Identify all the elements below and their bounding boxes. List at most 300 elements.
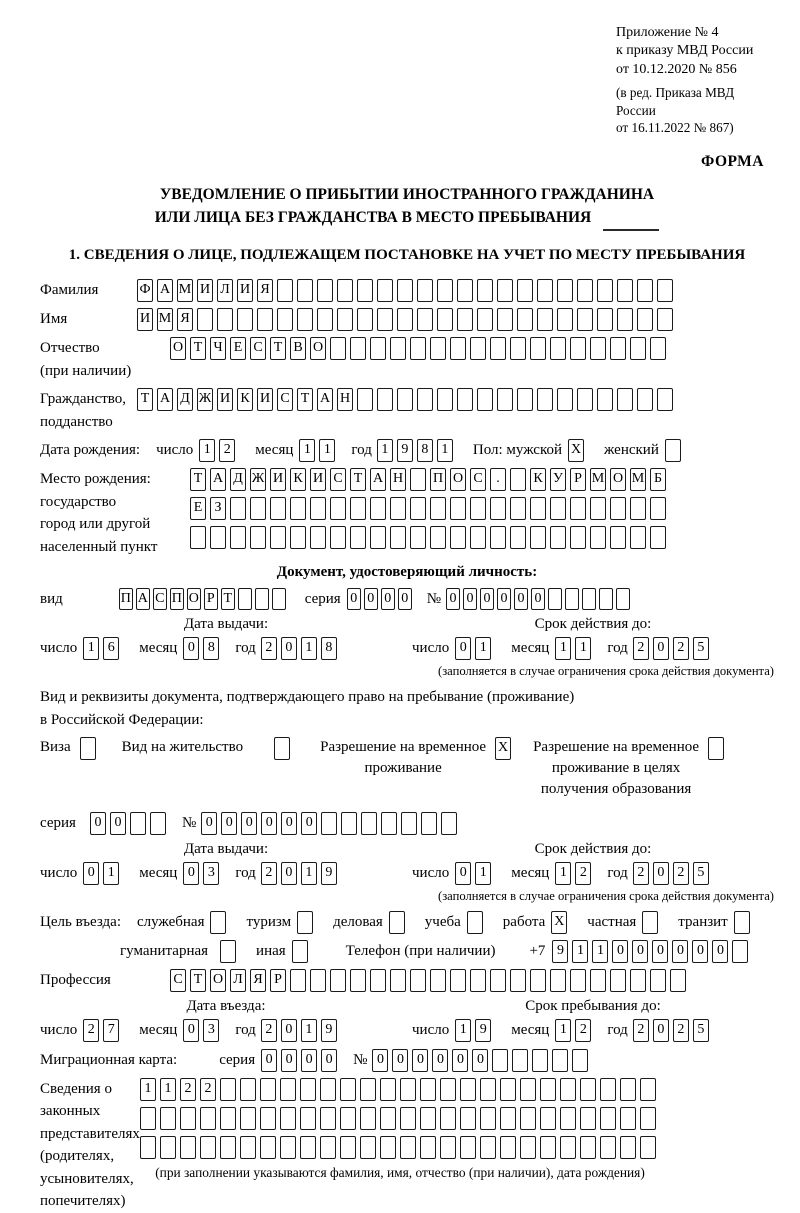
char-box[interactable] (277, 308, 293, 331)
char-box[interactable] (357, 279, 373, 302)
char-box[interactable] (467, 911, 483, 934)
char-box[interactable] (510, 526, 526, 549)
char-box[interactable]: М (630, 468, 646, 491)
char-box[interactable]: О (450, 468, 466, 491)
char-box[interactable] (350, 969, 366, 992)
char-box[interactable] (577, 279, 593, 302)
char-box[interactable] (530, 526, 546, 549)
char-box[interactable] (421, 812, 437, 835)
char-box[interactable] (360, 1107, 376, 1130)
char-box[interactable] (552, 1049, 568, 1072)
char-box[interactable]: Ф (137, 279, 153, 302)
char-box[interactable] (390, 497, 406, 520)
char-box[interactable]: 0 (301, 1049, 317, 1072)
char-box[interactable]: Е (230, 337, 246, 360)
char-box[interactable] (480, 1078, 496, 1101)
char-box[interactable] (420, 1078, 436, 1101)
char-box[interactable]: 0 (392, 1049, 408, 1072)
char-box[interactable] (520, 1136, 536, 1159)
char-box[interactable]: У (550, 468, 566, 491)
char-box[interactable] (470, 526, 486, 549)
char-box[interactable]: 2 (575, 1019, 591, 1042)
char-box[interactable] (517, 388, 533, 411)
char-box[interactable]: С (330, 468, 346, 491)
char-box[interactable] (597, 279, 613, 302)
char-box[interactable]: 7 (103, 1019, 119, 1042)
char-box[interactable] (617, 308, 633, 331)
char-box[interactable] (337, 308, 353, 331)
char-box[interactable]: С (250, 337, 266, 360)
char-box[interactable] (400, 1078, 416, 1101)
char-box[interactable] (590, 497, 606, 520)
char-box[interactable]: 2 (219, 439, 235, 462)
char-box[interactable]: О (610, 468, 626, 491)
char-box[interactable]: Р (570, 468, 586, 491)
char-box[interactable] (657, 388, 673, 411)
char-box[interactable] (600, 1107, 616, 1130)
char-box[interactable]: Р (204, 588, 218, 610)
char-box[interactable] (590, 969, 606, 992)
char-box[interactable]: Н (390, 468, 406, 491)
char-box[interactable] (490, 526, 506, 549)
char-box[interactable] (361, 812, 377, 835)
char-box[interactable]: 2 (633, 862, 649, 885)
char-box[interactable] (597, 388, 613, 411)
char-box[interactable] (410, 526, 426, 549)
char-box[interactable] (238, 588, 252, 610)
char-box[interactable] (440, 1078, 456, 1101)
char-box[interactable] (732, 940, 748, 963)
char-box[interactable] (160, 1107, 176, 1130)
char-box[interactable] (470, 497, 486, 520)
char-box[interactable]: О (310, 337, 326, 360)
char-box[interactable] (540, 1078, 556, 1101)
char-box[interactable]: П (119, 588, 133, 610)
char-box[interactable] (490, 497, 506, 520)
char-box[interactable] (650, 526, 666, 549)
char-box[interactable] (197, 308, 213, 331)
char-box[interactable] (390, 526, 406, 549)
char-box[interactable] (397, 308, 413, 331)
char-box[interactable]: 1 (555, 862, 571, 885)
char-box[interactable] (417, 279, 433, 302)
char-box[interactable] (260, 1136, 276, 1159)
char-box[interactable]: 8 (203, 637, 219, 660)
char-box[interactable]: 0 (412, 1049, 428, 1072)
char-box[interactable] (597, 308, 613, 331)
char-box[interactable] (557, 388, 573, 411)
char-box[interactable] (650, 969, 666, 992)
char-box[interactable] (437, 388, 453, 411)
char-box[interactable] (441, 812, 457, 835)
char-box[interactable] (565, 588, 579, 610)
char-box[interactable] (617, 279, 633, 302)
char-box[interactable]: Т (221, 588, 235, 610)
char-box[interactable] (410, 969, 426, 992)
char-box[interactable] (657, 308, 673, 331)
char-box[interactable] (537, 388, 553, 411)
char-box[interactable]: 0 (612, 940, 628, 963)
char-box[interactable] (410, 497, 426, 520)
char-box[interactable] (300, 1136, 316, 1159)
char-box[interactable] (550, 337, 566, 360)
char-box[interactable]: С (470, 468, 486, 491)
char-box[interactable] (240, 1107, 256, 1130)
char-box[interactable] (577, 388, 593, 411)
char-box[interactable] (330, 969, 346, 992)
char-box[interactable] (217, 308, 233, 331)
char-box[interactable] (200, 1136, 216, 1159)
char-box[interactable] (640, 1107, 656, 1130)
char-box[interactable] (437, 279, 453, 302)
char-box[interactable] (220, 940, 236, 963)
char-box[interactable] (450, 969, 466, 992)
char-box[interactable] (210, 911, 226, 934)
char-box[interactable] (297, 911, 313, 934)
char-box[interactable]: Т (190, 969, 206, 992)
char-box[interactable] (590, 526, 606, 549)
char-box[interactable] (255, 588, 269, 610)
char-box[interactable] (600, 1078, 616, 1101)
char-box[interactable] (370, 969, 386, 992)
char-box[interactable]: Я (250, 969, 266, 992)
char-box[interactable]: 0 (472, 1049, 488, 1072)
char-box[interactable]: 0 (463, 588, 477, 610)
char-box[interactable]: Т (137, 388, 153, 411)
char-box[interactable] (557, 308, 573, 331)
char-box[interactable] (330, 497, 346, 520)
char-box[interactable] (630, 497, 646, 520)
char-box[interactable]: 5 (693, 637, 709, 660)
char-box[interactable] (220, 1136, 236, 1159)
char-box[interactable] (420, 1107, 436, 1130)
char-box[interactable]: Т (270, 337, 286, 360)
char-box[interactable]: П (170, 588, 184, 610)
char-box[interactable] (397, 388, 413, 411)
char-box[interactable]: 2 (83, 1019, 99, 1042)
char-box[interactable] (350, 497, 366, 520)
char-box[interactable]: 0 (90, 812, 106, 835)
char-box[interactable]: Я (257, 279, 273, 302)
char-box[interactable] (460, 1078, 476, 1101)
char-box[interactable]: 1 (83, 637, 99, 660)
char-box[interactable]: Ж (250, 468, 266, 491)
char-box[interactable] (277, 279, 293, 302)
char-box[interactable] (190, 526, 206, 549)
char-box[interactable] (300, 1107, 316, 1130)
char-box[interactable] (637, 308, 653, 331)
char-box[interactable] (357, 308, 373, 331)
char-box[interactable] (500, 1136, 516, 1159)
char-box[interactable]: М (177, 279, 193, 302)
char-box[interactable] (401, 812, 417, 835)
char-box[interactable] (390, 969, 406, 992)
char-box[interactable]: 1 (592, 940, 608, 963)
char-box[interactable]: 0 (281, 637, 297, 660)
char-box[interactable] (497, 308, 513, 331)
char-box[interactable]: Ч (210, 337, 226, 360)
char-box[interactable]: 0 (110, 812, 126, 835)
char-box[interactable] (380, 1136, 396, 1159)
char-box[interactable]: З (210, 497, 226, 520)
char-box[interactable] (457, 308, 473, 331)
char-box[interactable]: Т (190, 468, 206, 491)
char-box[interactable]: 0 (183, 862, 199, 885)
char-box[interactable] (570, 497, 586, 520)
char-box[interactable] (350, 337, 366, 360)
char-box[interactable] (517, 279, 533, 302)
char-box[interactable]: 0 (653, 1019, 669, 1042)
char-box[interactable]: 0 (480, 588, 494, 610)
char-box[interactable] (616, 588, 630, 610)
char-box[interactable] (237, 308, 253, 331)
char-box[interactable]: 1 (555, 1019, 571, 1042)
char-box[interactable] (610, 969, 626, 992)
char-box[interactable] (617, 388, 633, 411)
char-box[interactable] (530, 969, 546, 992)
char-box[interactable]: 0 (301, 812, 317, 835)
char-box[interactable] (370, 526, 386, 549)
char-box[interactable] (400, 1107, 416, 1130)
char-box[interactable] (410, 468, 426, 491)
char-box[interactable]: 0 (497, 588, 511, 610)
char-box[interactable] (430, 526, 446, 549)
char-box[interactable] (500, 1078, 516, 1101)
char-box[interactable]: 0 (712, 940, 728, 963)
char-box[interactable] (340, 1078, 356, 1101)
char-box[interactable] (620, 1107, 636, 1130)
char-box[interactable]: А (210, 468, 226, 491)
char-box[interactable]: Т (350, 468, 366, 491)
char-box[interactable] (630, 337, 646, 360)
char-box[interactable]: X (551, 911, 567, 934)
char-box[interactable] (582, 588, 596, 610)
char-box[interactable]: 1 (475, 862, 491, 885)
char-box[interactable] (260, 1107, 276, 1130)
char-box[interactable]: М (590, 468, 606, 491)
char-box[interactable]: 2 (575, 862, 591, 885)
char-box[interactable] (330, 526, 346, 549)
char-box[interactable]: Т (190, 337, 206, 360)
char-box[interactable] (370, 497, 386, 520)
char-box[interactable]: 2 (261, 1019, 277, 1042)
char-box[interactable]: Б (650, 468, 666, 491)
char-box[interactable] (477, 279, 493, 302)
char-box[interactable]: С (277, 388, 293, 411)
char-box[interactable] (490, 969, 506, 992)
char-box[interactable]: 0 (261, 812, 277, 835)
char-box[interactable] (580, 1136, 596, 1159)
char-box[interactable] (537, 308, 553, 331)
char-box[interactable] (550, 497, 566, 520)
char-box[interactable] (450, 337, 466, 360)
char-box[interactable]: Д (177, 388, 193, 411)
char-box[interactable]: 3 (203, 1019, 219, 1042)
char-box[interactable]: 8 (321, 637, 337, 660)
char-box[interactable]: 0 (672, 940, 688, 963)
char-box[interactable] (580, 1107, 596, 1130)
char-box[interactable] (274, 737, 290, 760)
char-box[interactable]: 0 (381, 588, 395, 610)
char-box[interactable] (317, 279, 333, 302)
char-box[interactable]: 2 (200, 1078, 216, 1101)
char-box[interactable]: 0 (261, 1049, 277, 1072)
char-box[interactable] (480, 1136, 496, 1159)
char-box[interactable] (457, 388, 473, 411)
char-box[interactable] (480, 1107, 496, 1130)
char-box[interactable] (460, 1136, 476, 1159)
char-box[interactable]: А (136, 588, 150, 610)
char-box[interactable]: 9 (475, 1019, 491, 1042)
char-box[interactable] (360, 1136, 376, 1159)
char-box[interactable] (240, 1136, 256, 1159)
char-box[interactable] (350, 526, 366, 549)
char-box[interactable]: 9 (552, 940, 568, 963)
char-box[interactable]: 0 (531, 588, 545, 610)
char-box[interactable] (497, 388, 513, 411)
char-box[interactable]: 1 (475, 637, 491, 660)
char-box[interactable] (610, 526, 626, 549)
char-box[interactable] (420, 1136, 436, 1159)
char-box[interactable] (180, 1136, 196, 1159)
char-box[interactable] (140, 1136, 156, 1159)
char-box[interactable] (440, 1136, 456, 1159)
char-box[interactable]: 1 (299, 439, 315, 462)
char-box[interactable] (708, 737, 724, 760)
char-box[interactable]: 2 (261, 637, 277, 660)
char-box[interactable]: Д (230, 468, 246, 491)
char-box[interactable] (377, 308, 393, 331)
char-box[interactable] (340, 1136, 356, 1159)
char-box[interactable] (340, 1107, 356, 1130)
char-box[interactable]: 0 (321, 1049, 337, 1072)
char-box[interactable] (642, 911, 658, 934)
char-box[interactable] (380, 1107, 396, 1130)
char-box[interactable] (530, 337, 546, 360)
char-box[interactable] (437, 308, 453, 331)
char-box[interactable]: 1 (160, 1078, 176, 1101)
char-box[interactable]: В (290, 337, 306, 360)
char-box[interactable]: 0 (281, 812, 297, 835)
char-box[interactable] (370, 337, 386, 360)
char-box[interactable] (630, 969, 646, 992)
char-box[interactable]: 2 (673, 637, 689, 660)
char-box[interactable]: М (157, 308, 173, 331)
char-box[interactable]: И (270, 468, 286, 491)
char-box[interactable] (450, 497, 466, 520)
char-box[interactable] (280, 1136, 296, 1159)
char-box[interactable] (610, 497, 626, 520)
char-box[interactable] (280, 1078, 296, 1101)
char-box[interactable]: И (310, 468, 326, 491)
char-box[interactable] (537, 279, 553, 302)
char-box[interactable]: 0 (514, 588, 528, 610)
char-box[interactable] (320, 1078, 336, 1101)
char-box[interactable]: 1 (140, 1078, 156, 1101)
char-box[interactable] (734, 911, 750, 934)
char-box[interactable] (497, 279, 513, 302)
char-box[interactable] (280, 1107, 296, 1130)
char-box[interactable] (550, 526, 566, 549)
char-box[interactable] (80, 737, 96, 760)
char-box[interactable]: 2 (633, 637, 649, 660)
char-box[interactable] (637, 388, 653, 411)
char-box[interactable] (530, 497, 546, 520)
char-box[interactable] (440, 1107, 456, 1130)
char-box[interactable]: 0 (83, 862, 99, 885)
char-box[interactable]: И (197, 279, 213, 302)
char-box[interactable] (599, 588, 613, 610)
char-box[interactable]: О (210, 969, 226, 992)
char-box[interactable] (250, 497, 266, 520)
char-box[interactable] (397, 279, 413, 302)
char-box[interactable]: Р (270, 969, 286, 992)
char-box[interactable]: О (187, 588, 201, 610)
char-box[interactable] (377, 279, 393, 302)
char-box[interactable]: П (430, 468, 446, 491)
char-box[interactable]: 0 (281, 862, 297, 885)
char-box[interactable] (377, 388, 393, 411)
char-box[interactable] (389, 911, 405, 934)
char-box[interactable] (540, 1107, 556, 1130)
char-box[interactable] (670, 969, 686, 992)
char-box[interactable] (430, 969, 446, 992)
char-box[interactable] (570, 337, 586, 360)
char-box[interactable] (260, 1078, 276, 1101)
char-box[interactable]: 1 (301, 862, 317, 885)
char-box[interactable] (500, 1107, 516, 1130)
char-box[interactable]: И (237, 279, 253, 302)
char-box[interactable] (650, 497, 666, 520)
char-box[interactable]: 5 (693, 1019, 709, 1042)
char-box[interactable] (557, 279, 573, 302)
char-box[interactable]: К (290, 468, 306, 491)
char-box[interactable] (360, 1078, 376, 1101)
char-box[interactable] (630, 526, 646, 549)
char-box[interactable]: 1 (319, 439, 335, 462)
char-box[interactable]: С (170, 969, 186, 992)
char-box[interactable] (270, 526, 286, 549)
char-box[interactable]: С (153, 588, 167, 610)
char-box[interactable] (321, 812, 337, 835)
char-box[interactable]: 9 (321, 1019, 337, 1042)
char-box[interactable] (560, 1107, 576, 1130)
char-box[interactable] (610, 337, 626, 360)
char-box[interactable]: 0 (398, 588, 412, 610)
char-box[interactable] (290, 497, 306, 520)
char-box[interactable]: 0 (455, 637, 471, 660)
char-box[interactable]: И (217, 388, 233, 411)
char-box[interactable]: 3 (203, 862, 219, 885)
char-box[interactable] (520, 1107, 536, 1130)
char-box[interactable]: 0 (364, 588, 378, 610)
char-box[interactable] (140, 1107, 156, 1130)
char-box[interactable] (341, 812, 357, 835)
char-box[interactable] (381, 812, 397, 835)
char-box[interactable] (510, 468, 526, 491)
char-box[interactable] (577, 308, 593, 331)
char-box[interactable] (600, 1136, 616, 1159)
char-box[interactable] (477, 308, 493, 331)
char-box[interactable]: И (257, 388, 273, 411)
char-box[interactable]: 0 (692, 940, 708, 963)
char-box[interactable] (320, 1136, 336, 1159)
char-box[interactable]: 1 (455, 1019, 471, 1042)
char-box[interactable] (510, 497, 526, 520)
char-box[interactable]: 2 (633, 1019, 649, 1042)
char-box[interactable]: X (495, 737, 511, 760)
char-box[interactable]: 1 (103, 862, 119, 885)
